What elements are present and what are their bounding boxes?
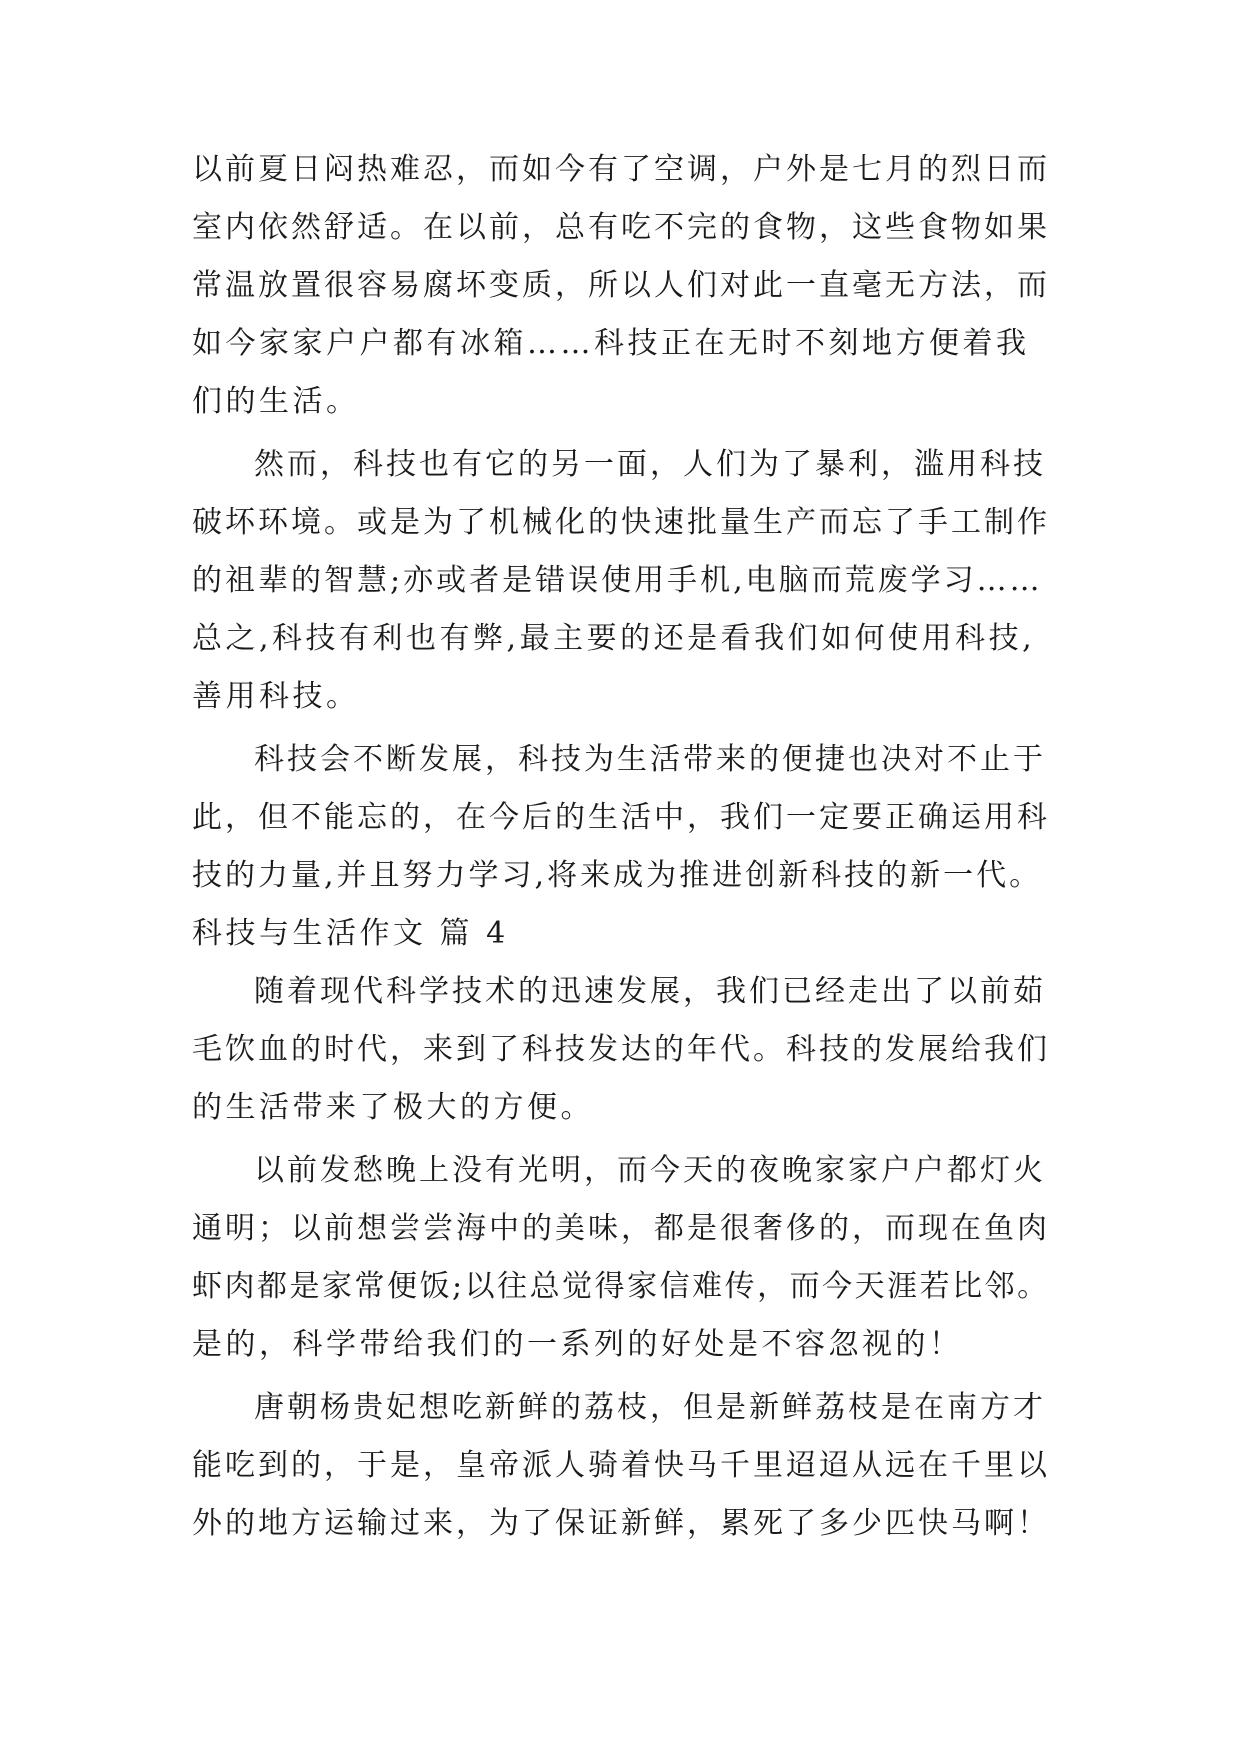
paragraph-line: 的祖辈的智慧;亦或者是错误使用手机,电脑而荒废学习…… xyxy=(192,563,1043,598)
paragraph-line: 破坏环境。或是为了机械化的快速批量生产而忘了手工制作 xyxy=(192,505,1050,540)
paragraph-line: 室内依然舒适。在以前，总有吃不完的食物，这些食物如果 xyxy=(192,210,1050,245)
paragraph-line: 技的力量,并且努力学习,将来成为推进创新科技的新一代。 xyxy=(192,858,1043,893)
paragraph-line: 能吃到的，于是，皇帝派人骑着快马千里迢迢从远在千里以 xyxy=(192,1448,1050,1483)
paragraph-line: 外的地方运输过来，为了保证新鲜，累死了多少匹快马啊！ xyxy=(192,1506,1050,1541)
paragraph-line: 善用科技。 xyxy=(192,679,360,714)
paragraph-line: 此，但不能忘的，在今后的生活中，我们一定要正确运用科 xyxy=(192,800,1050,835)
paragraph-line: 随着现代科学技术的迅速发展，我们已经走出了以前茹 xyxy=(254,974,1046,1009)
paragraph-line: 是的，科学带给我们的一系列的好处是不容忽视的！ xyxy=(192,1327,963,1362)
paragraph-line: 虾肉都是家常便饭;以往总觉得家信难传，而今天涯若比邻。 xyxy=(192,1269,1050,1304)
paragraph-line: 常温放置很容易腐坏变质，所以人们对此一直毫无方法，而 xyxy=(192,268,1050,303)
paragraph-line: 通明；以前想尝尝海中的美味，都是很奢侈的，而现在鱼肉 xyxy=(192,1211,1050,1246)
paragraph-line: 科技会不断发展，科技为生活带来的便捷也决对不止于 xyxy=(254,742,1046,777)
paragraph-line: 以前夏日闷热难忍，而如今有了空调，户外是七月的烈日而 xyxy=(192,152,1050,187)
paragraph-line: 的生活带来了极大的方便。 xyxy=(192,1090,594,1125)
paragraph-line: 以前发愁晚上没有光明，而今天的夜晚家家户户都灯火 xyxy=(254,1153,1046,1188)
paragraph-line: 唐朝杨贵妃想吃新鲜的荔枝，但是新鲜荔枝是在南方才 xyxy=(254,1390,1046,1425)
paragraph-line: 们的生活。 xyxy=(192,384,360,419)
paragraph-line: 毛饮血的时代，来到了科技发达的年代。科技的发展给我们 xyxy=(192,1032,1050,1067)
paragraph-line: 然而，科技也有它的另一面，人们为了暴利，滥用科技 xyxy=(254,447,1046,482)
paragraph-line: 如今家家户户都有冰箱……科技正在无时不刻地方便着我 xyxy=(192,326,1030,361)
section-heading: 科技与生活作文 篇 4 xyxy=(192,916,509,951)
paragraph-line: 总之,科技有利也有弊,最主要的还是看我们如何使用科技, xyxy=(192,621,1036,656)
